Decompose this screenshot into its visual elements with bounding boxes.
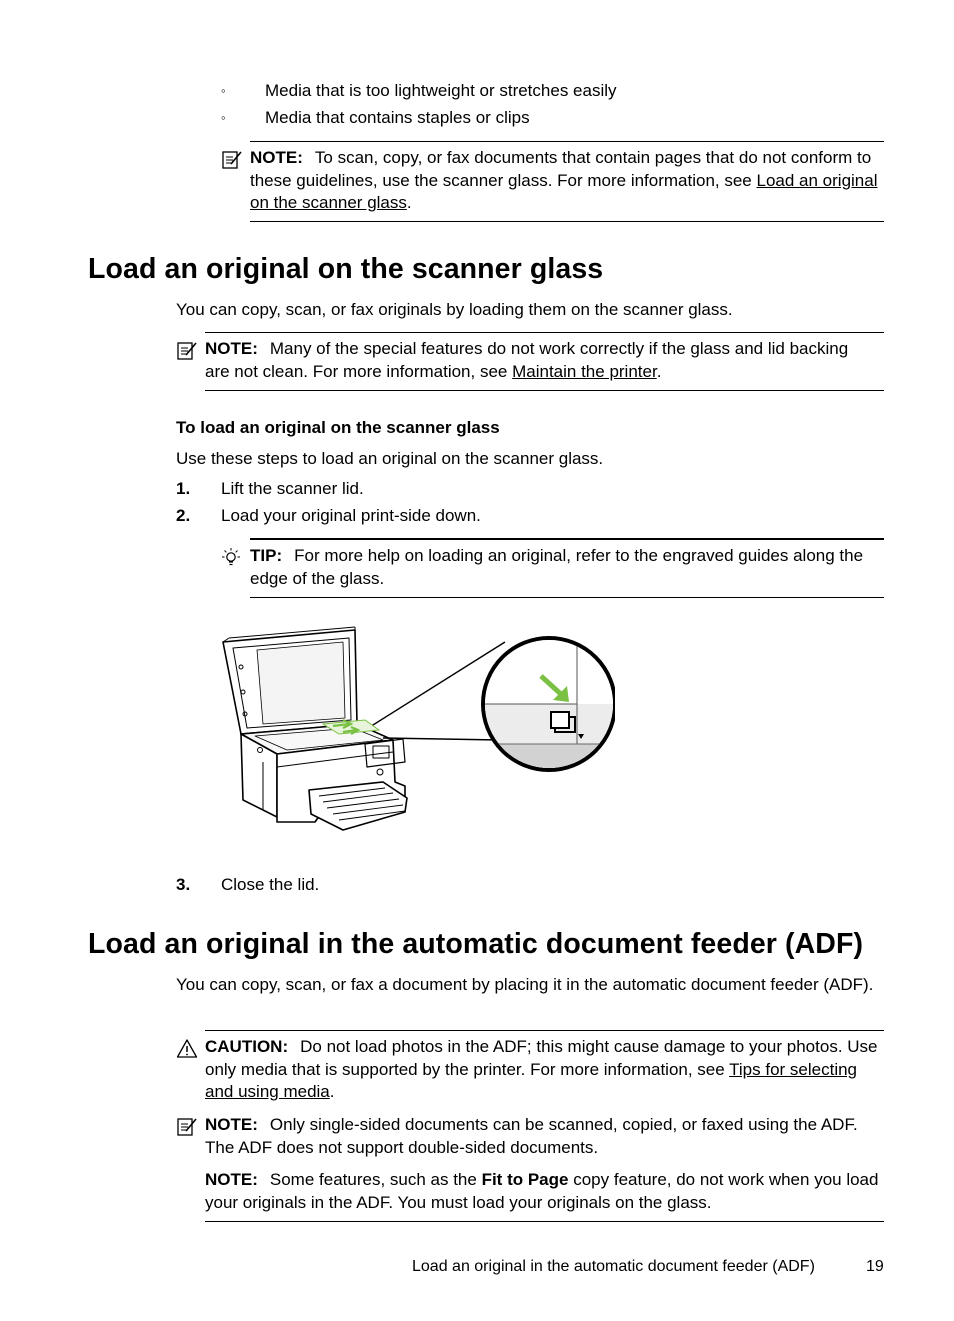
divider [205, 390, 884, 391]
step-number: 1. [176, 479, 191, 498]
procedure-heading: To load an original on the scanner glass [176, 418, 500, 437]
note-block: NOTE: Many of the special features do not work correctly if the glass and lid backing are not clean. For more information, see Maintain the printer. [205, 339, 849, 381]
printer-scanner-glass-illustration [215, 622, 615, 842]
caution-text: Do not load photos in the ADF; this might cause damage to your photos. Use only media that is supported by the printer. For more information, see [205, 1037, 878, 1079]
bullet-item: Media that contains staples or clips [265, 108, 530, 127]
step-text: Lift the scanner lid. [221, 479, 364, 498]
note-label: NOTE: [205, 1170, 258, 1189]
link-load-scanner-glass[interactable]: Load an original on the scanner glass [250, 170, 878, 212]
section-heading-scanner-glass: Load an original on the scanner glass [88, 253, 604, 285]
caution-label: CAUTION: [205, 1037, 289, 1056]
procedure-intro: Use these steps to load an original on the scanner glass. [176, 449, 604, 468]
tip-block [250, 545, 890, 590]
divider [250, 221, 884, 222]
section-intro: You can copy, scan, or fax originals by loading them on the scanner glass. [176, 300, 733, 319]
step-text: Close the lid. [221, 875, 320, 894]
caution-block: CAUTION: Do not load photos in the ADF; this might cause damage to your photos. Use only media that is supported by the printer. For more information, see Tips for selecting and using media. [205, 1037, 878, 1101]
caution-warning-icon [176, 1038, 198, 1060]
note-label: NOTE: [205, 339, 258, 358]
note-block: NOTE: To scan, copy, or fax documents that contain pages that do not conform to these guidelines, use the scanner glass. For more information, see Load an original on the scanner glass. [250, 148, 878, 212]
note-text: Some features, such as the [269, 1170, 477, 1189]
tip-lightbulb-icon [220, 547, 242, 569]
note-label: NOTE: [205, 1115, 258, 1134]
section-heading-adf: Load an original in the automatic document feeder (ADF) [88, 928, 864, 960]
tip-label: TIP: [250, 546, 283, 565]
note-icon [176, 340, 198, 362]
tip-text: For more help on loading an original, refer to the engraved guides along the edge of the glass. [250, 546, 864, 588]
note-block [205, 1169, 880, 1214]
divider [250, 597, 884, 598]
note-label: NOTE: [250, 148, 303, 167]
divider [250, 141, 884, 142]
footer-title: Load an original in the automatic document feeder (ADF) [412, 1258, 815, 1275]
divider [205, 332, 884, 333]
bullet-mark: ◦ [221, 110, 226, 125]
divider [205, 1221, 884, 1222]
section-intro: You can copy, scan, or fax a document by placing it in the automatic document feeder (ADF). [176, 975, 874, 994]
step-text: Load your original print-side down. [221, 506, 481, 525]
divider [250, 538, 884, 540]
link-maintain-printer[interactable]: Maintain the printer [512, 361, 657, 381]
divider [205, 1030, 884, 1031]
note-block [205, 1114, 880, 1159]
bullet-mark: ◦ [221, 83, 226, 98]
note-icon [176, 1116, 198, 1138]
note-text: Only single-sided documents can be scanned, copied, or faxed using the ADF. The ADF does not support double-sided documents. [205, 1115, 858, 1157]
link-tips-selecting-media[interactable]: Tips for selecting and using media [205, 1059, 858, 1101]
note-text: Many of the special features do not work correctly if the glass and lid backing are not clean. For more information, see [205, 339, 849, 381]
step-number: 2. [176, 506, 191, 525]
fit-to-page-term: Fit to Page [481, 1170, 569, 1189]
step-number: 3. [176, 875, 191, 894]
note-text: To scan, copy, or fax documents that contain pages that do not conform to these guidelines, use the scanner glass. For more information, see [250, 148, 872, 190]
note-icon [221, 149, 243, 171]
page-number: 19 [866, 1258, 884, 1275]
bullet-item: Media that is too lightweight or stretches easily [265, 81, 617, 100]
note-text: copy feature, do not work when you load your originals in the ADF. You must load your originals on the glass. [205, 1170, 879, 1212]
